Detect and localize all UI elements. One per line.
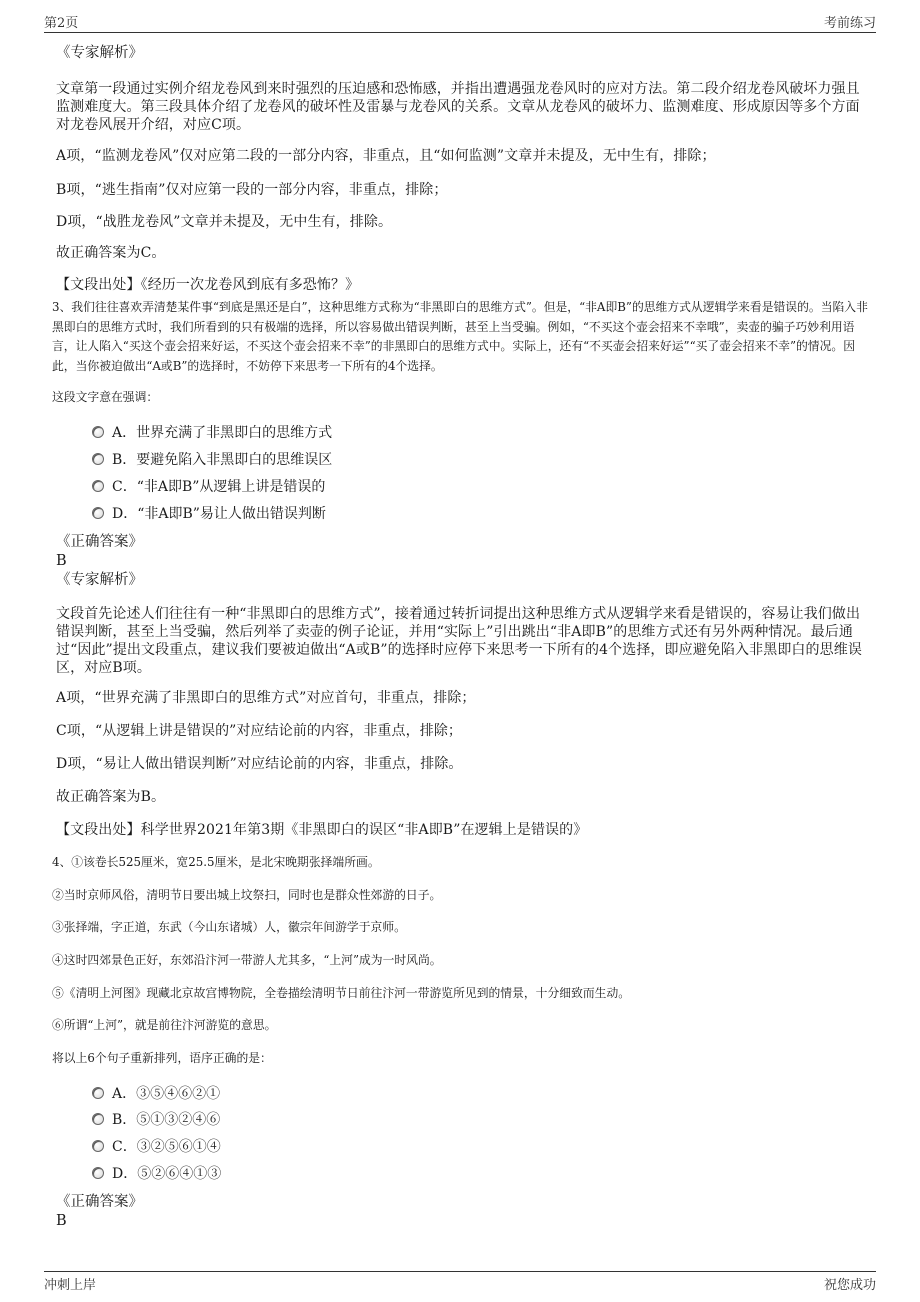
q4-option-c[interactable]: C．③②⑤⑥①④ [92,1137,221,1157]
radio-icon[interactable] [92,507,104,519]
radio-icon[interactable] [92,453,104,465]
q4-sentence-5: ⑤《清明上河图》现藏北京故宫博物院，全卷描绘清明节日前往汴河一带游览所见到的情景，十分细致而生动。 [52,986,631,1000]
q4-sentence-1: 4、①该卷长525厘米，宽25.5厘米，是北宋晚期张择端所画。 [52,855,380,869]
q3-analysis-text: 文段首先论述人们往往有一种“非黑即白的思维方式”，接着通过转折词提出这种思维方式从逻辑学来看是错误的，容易让我们做出错误判断，甚至上当受骗，然后列举了卖壶的例子论证，并用“实际上”引出跳出“非A即B”的思维方式还有另外两种情况。最后通过“因此”提出文段重点，建议我们要被迫做出“A或B”的选择时应停下来思考一下所有的4个选择，即应避免陷入非黑即白的思维误区，对应B项。 [56,606,862,676]
q4-option-d[interactable]: D．⑤②⑥④①③ [92,1164,221,1184]
page-header [44,10,876,33]
q3-stem: 3、我们往往喜欢弄清楚某件事“到底是黑还是白”，这种思维方式称为“非黑即白的思维方式”。但是，“非A即B”的思维方式从逻辑学来看是错误的。当陷入非黑即白的思维方式时，我们所看到的只有极端的选择，所以容易做出错误判断，甚至上当受骗。例如，“不买这个壶会招来不幸哦”，卖壶的骗子巧妙利用语言，让人陷入“买这个壶会招来好运，不买这个壶会招来不幸”的非黑即白的思维方式中。实际上，还有“不买壶会招来好运”“买了壶会招来不幸”的情况。因此，当你被迫做出“A或B”的选择时，不妨停下来思考一下所有的4个选择。 [52,300,868,373]
radio-icon[interactable] [92,1140,104,1152]
q2-analysis-title: 《专家解析》 [56,45,143,61]
q4-option-b[interactable]: B．⑤①③②④⑥ [92,1110,220,1130]
q3-analysis-title: 《专家解析》 [56,572,143,588]
q2-analysis-text: 文章第一段通过实例介绍龙卷风到来时强烈的压迫感和恐怖感，并指出遭遇强龙卷风时的应对方法。第二段介绍龙卷风破坏力强且监测难度大。第三段具体介绍了龙卷风的破坏性及雷暴与龙卷风的关系。文章从龙卷风的破坏力、监测难度、形成原因等多个方面对龙卷风展开介绍，对应C项。 [56,81,860,133]
q3-option-c[interactable]: C．“非A即B”从逻辑上讲是错误的 [92,477,325,497]
q2-item-a: A项，“监测龙卷风”仅对应第二段的一部分内容，非重点，且“如何监测”文章并未提及，无中生有，排除； [56,148,716,164]
q3-answer-title: 《正确答案》 [56,534,143,550]
q3-option-a[interactable]: A．世界充满了非黑即白的思维方式 [92,423,332,443]
radio-icon[interactable] [92,480,104,492]
page-footer [44,1271,876,1296]
q4-sentence-6: ⑥所谓“上河”，就是前往汴河游览的意思。 [52,1018,277,1032]
header-title: 考前练习 [823,16,876,31]
q4-sentence-2: ②当时京师风俗，清明节日要出城上坟祭扫，同时也是群众性郊游的日子。 [52,888,442,902]
q4-sentence-4: ④这时四郊景色正好，东郊沿汴河一带游人尤其多，“上河”成为一时风尚。 [52,953,442,967]
q4-option-a[interactable]: A．③⑤④⑥②① [92,1084,220,1104]
footer-left-text: 冲刺上岸 [44,1278,97,1293]
q3-option-b[interactable]: B．要避免陷入非黑即白的思维误区 [92,450,332,470]
radio-icon[interactable] [92,1087,104,1099]
q3-item-c: C项，“从逻辑上讲是错误的”对应结论前的内容，非重点，排除； [56,723,463,739]
q4-sentence-3: ③张择端，字正道，东武（今山东诸城）人，徽宗年间游学于京师。 [52,920,406,934]
footer-right-text: 祝您成功 [823,1278,876,1293]
q4-answer: B [56,1213,67,1229]
page-number: 第2页 [44,16,79,31]
q2-item-b: B项，“逃生指南”仅对应第一段的一部分内容，非重点，排除； [56,182,448,198]
q3-conclusion: 故正确答案为B。 [56,789,166,805]
q2-item-d: D项，“战胜龙卷风”文章并未提及，无中生有，排除。 [56,214,393,230]
q3-answer: B [56,553,67,569]
radio-icon[interactable] [92,1113,104,1125]
q4-prompt: 将以上6个句子重新排列，语序正确的是： [52,1051,272,1065]
q3-item-d: D项，“易让人做出错误判断”对应结论前的内容，非重点，排除。 [56,756,463,772]
q3-item-a: A项，“世界充满了非黑即白的思维方式”对应首句，非重点，排除； [56,690,476,706]
radio-icon[interactable] [92,1167,104,1179]
q2-source: 【文段出处】《经历一次龙卷风到底有多恐怖？》 [56,277,360,293]
q3-option-d[interactable]: D．“非A即B”易让人做出错误判断 [92,504,326,524]
q3-prompt: 这段文字意在强调： [52,390,159,404]
radio-icon[interactable] [92,426,104,438]
q4-answer-title: 《正确答案》 [56,1194,143,1210]
q3-source: 【文段出处】科学世界2021年第3期《非黑即白的误区“非A即B”在逻辑上是错误的》 [56,822,588,838]
q2-conclusion: 故正确答案为C。 [56,245,166,261]
